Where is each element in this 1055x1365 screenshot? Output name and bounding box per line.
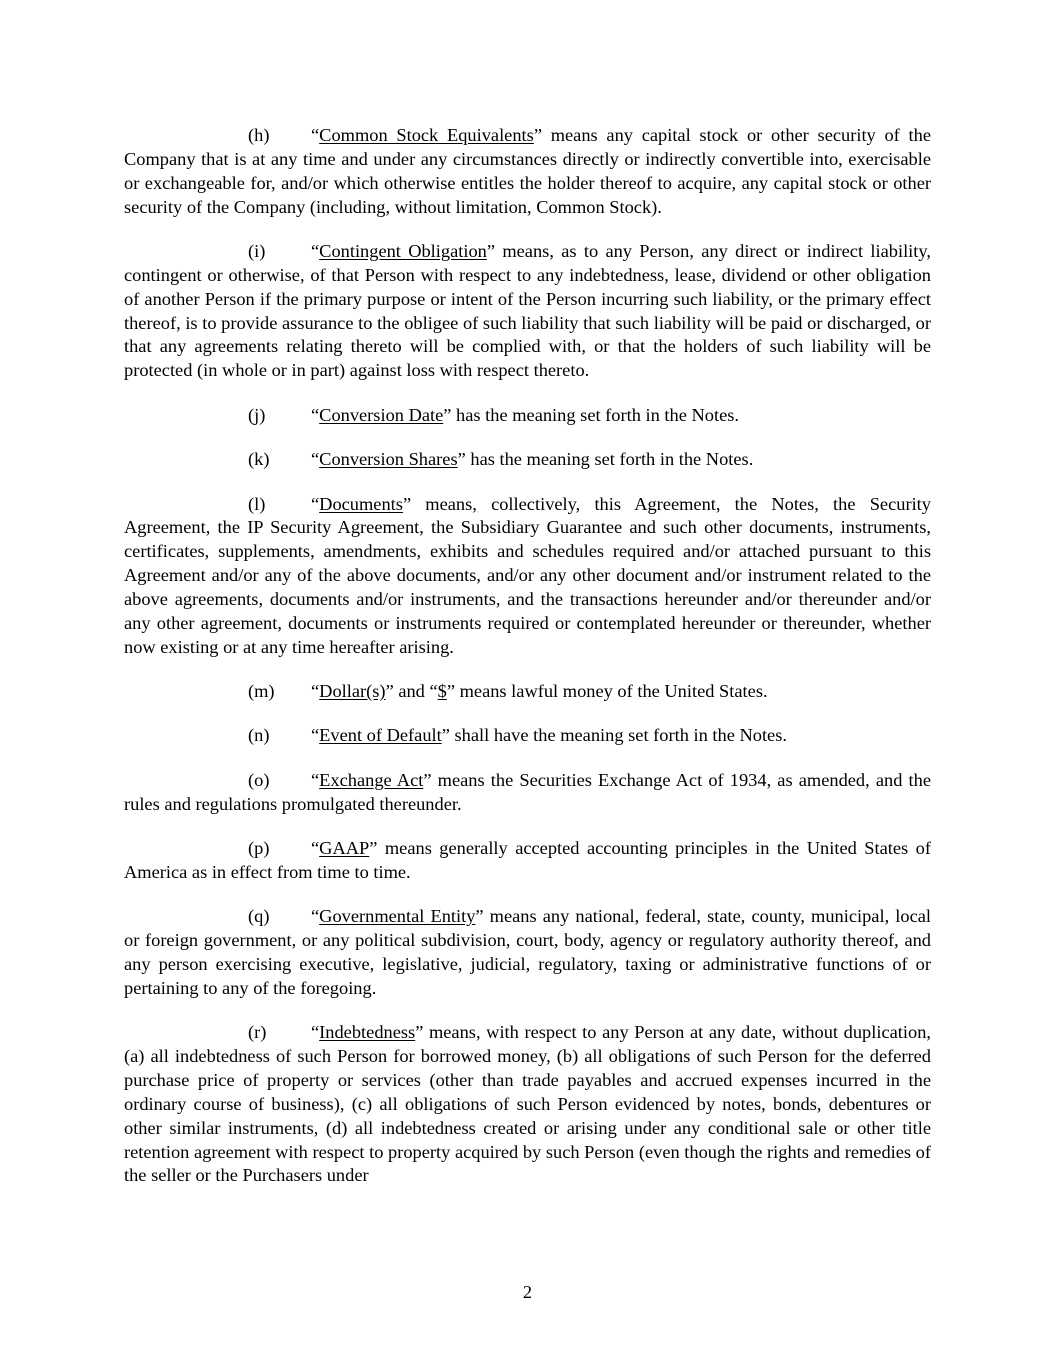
definition-text: ” shall have the meaning set forth in the Notes. [441, 725, 787, 746]
open-quote: “ [311, 1022, 320, 1043]
clause-label: (m) [248, 681, 275, 701]
defined-term: GAAP [319, 838, 370, 859]
clause-label: (h) [248, 125, 270, 145]
definition-text: ” means any national, federal, state, county, municipal, local or foreign government, or any political subdivision, court, body, agency or regulatory authority thereof, and any person exercising executive, legislative, judicial, regulatory, taxing or administrative functions of or pertaining to any of the foregoing. [124, 906, 932, 998]
clause-label: (l) [248, 493, 266, 514]
defined-term: Governmental Entity [319, 906, 476, 927]
page-number: 2 [522, 1282, 533, 1302]
open-quote: “ [311, 769, 320, 790]
defined-term: Conversion Shares [319, 449, 458, 470]
definition-text: ” has the meaning set forth in the Notes. [457, 449, 754, 470]
open-quote: “ [311, 240, 320, 261]
open-quote: “ [311, 449, 320, 470]
open-quote: “ [311, 125, 320, 145]
open-quote: “ [311, 906, 320, 927]
open-quote: “ [311, 404, 320, 425]
definition-text: ” means, with respect to any Person at any date, without duplication, (a) all indebtedness of such Person for borrowed money, (b) all obligations of such Person for the deferred purchase price of property or services (other than trade payables and accrued expenses incurred in the ordinary course of business), (c) all obligations of such Person evidenced by notes, bonds, debentures or other similar instruments, (d) all indebtedness created or arising under any conditional sale or other title retention agreement with respect to property acquired by such Person (even though the rights and remedies of the seller or the Purchasers under [124, 1022, 931, 1186]
definition-text: ” has the meaning set forth in the Notes. [443, 404, 740, 425]
clause-label: (r) [248, 1022, 267, 1043]
definition-m [124, 680, 931, 704]
defined-term: Indebtedness [319, 1022, 416, 1043]
definition-n [124, 724, 931, 748]
clause-label: (n) [248, 725, 270, 746]
open-quote: “ [311, 681, 320, 701]
clause-label: (j) [248, 404, 266, 425]
open-quote: “ [311, 725, 320, 746]
conjunction-text: ” and “ [385, 681, 438, 701]
defined-term: Contingent Obligation [319, 240, 487, 261]
defined-term: Exchange Act [319, 769, 424, 790]
defined-term: Common Stock Equivalents [319, 125, 534, 145]
definition-text: ” means any capital stock or other security of the Company that is at any time and under any circumstances directly or indirectly convertible into, exercisable or exchangeable for, and/or which otherwise entitles the holder thereof to acquire, any capital stock or other security of the Company (including, without limitation, Common Stock). [124, 125, 931, 217]
clause-label: (o) [248, 769, 270, 790]
definition-l [124, 493, 931, 660]
clause-label: (p) [248, 838, 270, 859]
definition-text: ” means, as to any Person, any direct or indirect liability, contingent or otherwise, of that Person with respect to any indebtedness, lease, dividend or other obligation of another Person if the primary purpose or intent of the Person incurring such liability, or the primary effect thereof, is to provide assurance to the obligee of such liability that such liability will be paid or discharged, or that any agreements relating thereto will be complied with, or that the holders of such liability will be protected (in whole or in part) against loss with respect thereto. [124, 240, 931, 381]
definition-r [124, 1021, 931, 1188]
open-quote: “ [311, 838, 320, 859]
clause-label: (i) [248, 240, 266, 261]
definition-text: ” means, collectively, this Agreement, the Notes, the Security Agreement, the IP Security Agreement, the Subsidiary Guarantee and such other documents, instruments, certificates, supplements, amendments, exhibits and schedules required and/or attached pursuant to this Agreement and/or any of the above documents, and/or any other document and/or instrument related to the above agreements, documents and/or instruments, and the transactions hereunder and/or thereunder and/or any other agreement, documents or instruments required or contemplated hereunder or thereunder, whether now existing or at any time hereafter arising. [124, 493, 931, 657]
definition-q [124, 905, 931, 1000]
defined-term: Event of Default [319, 725, 442, 746]
defined-term: Documents [319, 493, 403, 514]
definition-k [124, 448, 931, 472]
definition-text: ” means lawful money of the United States. [446, 681, 768, 701]
definition-p [124, 837, 931, 885]
defined-term-symbol: $ [437, 681, 447, 701]
definition-j [124, 404, 931, 428]
defined-term: Conversion Date [319, 404, 444, 425]
definition-o [124, 769, 931, 817]
definition-i [124, 240, 931, 383]
definition-text: ” means generally accepted accounting principles in the United States of America as in effect from time to time. [124, 838, 931, 882]
open-quote: “ [311, 493, 320, 514]
defined-term: Dollar(s) [319, 681, 386, 701]
clause-label: (q) [248, 906, 270, 927]
definition-text: ” means the Securities Exchange Act of 1934, as amended, and the rules and regulations promulgated thereunder. [124, 769, 932, 814]
document-body [124, 124, 931, 1209]
clause-label: (k) [248, 449, 270, 470]
definition-h [124, 124, 931, 219]
